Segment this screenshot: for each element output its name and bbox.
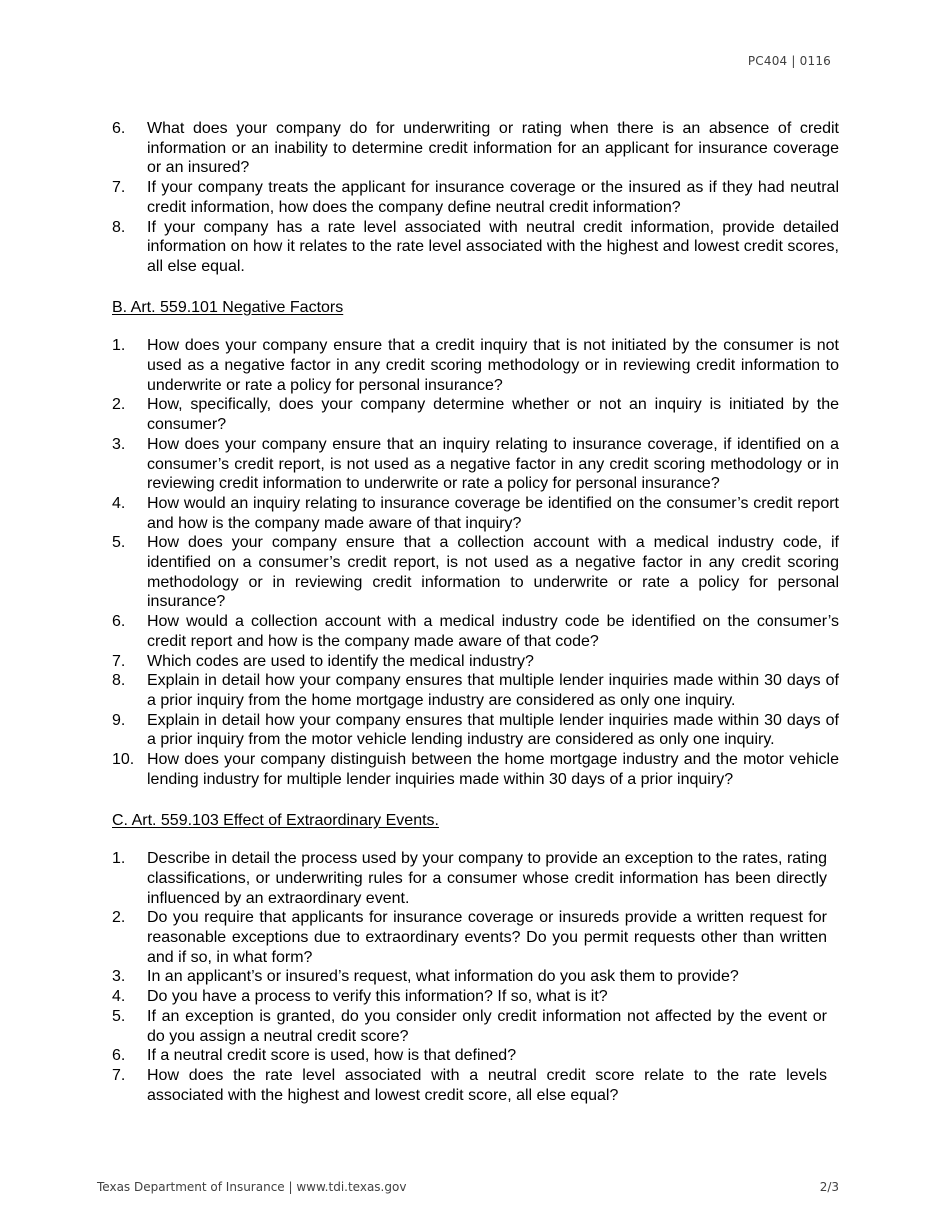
question-text: How does your company ensure that an inquiry relating to insurance coverage, if identified on a consumer’s credit report, is not used as a negative factor in any credit scoring methodology or in reviewing credit information to underwrite or rate a policy for personal insurance? [147, 435, 839, 493]
question-text: Do you require that applicants for insurance coverage or insureds provide a written request for reasonable exceptions due to extraordinary events? Do you permit requests other than written and if so, in what form? [147, 909, 827, 966]
question-item [112, 218, 839, 277]
question-number: 7. [112, 179, 126, 197]
question-text: How would an inquiry relating to insurance coverage be identified on the consumer’s credit report and how is the company made aware of that inquiry? [147, 494, 839, 532]
question-item [112, 1046, 839, 1066]
question-item [112, 178, 839, 217]
question-item [112, 671, 839, 710]
question-text: Which codes are used to identify the medical industry? [147, 652, 534, 670]
question-item [112, 967, 839, 987]
question-number: 9. [112, 711, 126, 729]
question-text: In an applicant’s or insured’s request, what information do you ask them to provide? [147, 968, 739, 986]
question-number: 3. [112, 435, 126, 453]
question-text: How would a collection account with a medical industry code be identified on the consumer’s credit report and how is the company made aware of that code? [147, 613, 839, 650]
section-b-question-list [112, 336, 839, 789]
question-number: 5. [112, 534, 126, 552]
section-c-heading: C. Art. 559.103 Effect of Extraordinary Events. [112, 811, 439, 829]
question-number: 10. [112, 751, 135, 769]
question-item [112, 395, 839, 434]
section-a-question-list [112, 119, 839, 277]
question-number: 1. [112, 337, 126, 355]
question-number: 7. [112, 652, 126, 670]
question-number: 6. [112, 613, 126, 631]
question-number: 7. [112, 1066, 126, 1084]
question-text: Explain in detail how your company ensures that multiple lender inquiries made within 30 days of a prior inquiry from the home mortgage industry are considered as only one inquiry. [147, 672, 839, 709]
question-text: If your company treats the applicant for insurance coverage or the insured as if they had neutral credit information, how does the company define neutral credit information? [147, 179, 839, 216]
question-text: Explain in detail how your company ensures that multiple lender inquiries made within 30 days of a prior inquiry from the motor vehicle lending industry are considered as only one inquiry. [147, 711, 839, 749]
question-item [112, 533, 839, 612]
question-number: 3. [112, 968, 126, 986]
question-text: What does your company do for underwriting or rating when there is an absence of credit information or an inability to determine credit information for an applicant for insurance coverage or an insured? [147, 120, 839, 177]
question-item [112, 494, 839, 533]
question-text: If an exception is granted, do you consider only credit information not affected by the event or do you assign a neutral credit score? [147, 1007, 827, 1045]
question-item [112, 435, 839, 494]
document-body [112, 119, 839, 1105]
question-number: 8. [112, 218, 126, 236]
question-text: How does your company ensure that a credit inquiry that is not initiated by the consumer is not used as a negative factor in any credit scoring methodology or in reviewing credit information to underwrite or rate a policy for personal insurance? [147, 337, 839, 394]
question-text: Describe in detail the process used by your company to provide an exception to the rates, rating classifications, or underwriting rules for a consumer whose credit information has been directly influenced by an extraordinary event. [147, 850, 827, 907]
question-text: How does the rate level associated with a neutral credit score relate to the rate levels associated with the highest and lowest credit score, all else equal? [147, 1066, 827, 1104]
section-b-heading: B. Art. 559.101 Negative Factors [112, 298, 344, 316]
question-item [112, 849, 839, 908]
question-number: 4. [112, 988, 126, 1006]
question-item [112, 908, 839, 967]
question-item [112, 612, 839, 651]
question-item [112, 336, 839, 395]
question-item [112, 987, 839, 1007]
question-item [112, 652, 839, 672]
question-item [112, 119, 839, 178]
question-number: 1. [112, 850, 126, 868]
question-item [112, 1066, 839, 1105]
form-code: PC404 | 0116 [747, 54, 831, 68]
question-item [112, 711, 839, 750]
question-text: Do you have a process to verify this information? If so, what is it? [147, 988, 608, 1006]
page-number: 2/3 [819, 1180, 839, 1194]
question-number: 2. [112, 396, 126, 414]
question-text: How does your company ensure that a collection account with a medical industry code, if identified on a consumer’s credit report, is not used as a negative factor in any credit scoring methodology or in reviewing credit information to underwrite or rate a policy for personal insurance? [147, 534, 839, 611]
question-text: If a neutral credit score is used, how is that defined? [147, 1047, 517, 1065]
question-number: 6. [112, 120, 126, 137]
question-number: 5. [112, 1007, 126, 1025]
section-c-question-list [112, 849, 839, 1105]
question-item [112, 750, 839, 789]
question-number: 6. [112, 1047, 126, 1065]
question-text: How, specifically, does your company determine whether or not an inquiry is initiated by the consumer? [147, 396, 839, 434]
question-number: 4. [112, 494, 126, 512]
question-item [112, 1007, 839, 1046]
question-text: If your company has a rate level associated with neutral credit information, provide detailed information on how it relates to the rate level associated with the highest and lowest credit scores, all else equal. [147, 218, 839, 275]
footer-agency: Texas Department of Insurance | www.tdi.texas.gov [97, 1180, 407, 1194]
question-number: 8. [112, 672, 126, 690]
question-text: How does your company distinguish between the home mortgage industry and the motor vehicle lending industry for multiple lender inquiries made within 30 days of a prior inquiry? [147, 751, 839, 788]
question-number: 2. [112, 909, 126, 927]
